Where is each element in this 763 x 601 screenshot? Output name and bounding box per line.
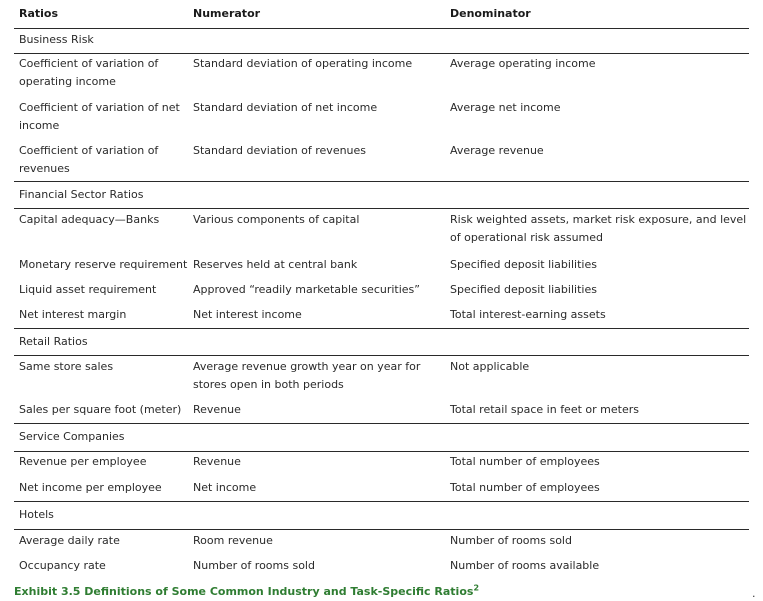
ratio-cell: Average daily rate	[19, 534, 120, 547]
exhibit-title: Definitions of Some Common Industry and Task-Specific Ratios	[84, 585, 474, 598]
denominator-cell: Not applicable	[450, 360, 530, 373]
denominator-cell: Average net income	[450, 101, 561, 114]
section-service	[14, 425, 749, 451]
section-rule	[14, 501, 749, 502]
exhibit-caption	[14, 583, 479, 601]
section-title: Business Risk	[19, 33, 94, 46]
numerator-cell: Various components of capital	[193, 213, 360, 226]
ratio-cell: Liquid asset requirement	[19, 283, 157, 296]
trailing-mark: .	[752, 587, 756, 600]
exhibit-label: Exhibit 3.5	[14, 585, 81, 598]
denominator-cell: Total retail space in feet or meters	[450, 403, 639, 416]
denominator-cell: Number of rooms sold	[450, 534, 572, 547]
ratio-cell: Capital adequacy—Banks	[19, 213, 160, 226]
ratio-cell: Net income per employee	[19, 481, 162, 494]
ratio-cell: Coefficient of variation of net income	[19, 101, 180, 132]
numerator-cell: Revenue	[193, 403, 241, 416]
numerator-cell: Net income	[193, 481, 257, 494]
section-business-risk	[14, 28, 749, 54]
ratio-cell: Coefficient of variation of revenues	[19, 144, 159, 175]
ratios-table	[14, 0, 749, 600]
denominator-cell: Specified deposit liabilities	[450, 258, 597, 271]
ratio-cell: Same store sales	[19, 360, 114, 373]
ratio-cell: Revenue per employee	[19, 455, 147, 468]
header-ratios: Ratios	[19, 7, 59, 20]
ratio-cell: Occupancy rate	[19, 559, 106, 572]
section-rule	[14, 529, 749, 530]
ratio-cell: Sales per square foot (meter)	[19, 403, 182, 416]
numerator-cell: Net interest income	[193, 308, 302, 321]
section-financial-sector	[14, 183, 749, 209]
section-rule	[14, 328, 749, 329]
footnote-marker: 2	[473, 583, 480, 593]
section-retail	[14, 330, 749, 356]
numerator-cell: Standard deviation of revenues	[193, 144, 367, 157]
header-numerator: Numerator	[193, 7, 261, 20]
denominator-cell: Average operating income	[450, 57, 596, 70]
ratio-cell: Coefficient of variation of operating income	[19, 57, 159, 88]
numerator-cell: Revenue	[193, 455, 241, 468]
numerator-cell: Room revenue	[193, 534, 273, 547]
numerator-cell: Standard deviation of net income	[193, 101, 378, 114]
denominator-cell: Total interest-earning assets	[450, 308, 606, 321]
section-rule	[14, 355, 749, 356]
denominator-cell: Number of rooms available	[450, 559, 600, 572]
denominator-cell: Total number of employees	[450, 481, 600, 494]
header-denominator: Denominator	[450, 7, 531, 20]
denominator-cell: Specified deposit liabilities	[450, 283, 597, 296]
denominator-cell: Total number of employees	[450, 455, 600, 468]
section-hotels	[14, 503, 749, 529]
section-title: Financial Sector Ratios	[19, 188, 144, 201]
denominator-cell: Average revenue	[450, 144, 544, 157]
section-rule	[14, 53, 749, 54]
numerator-cell: Reserves held at central bank	[193, 258, 358, 271]
section-title: Service Companies	[19, 430, 125, 443]
ratio-cell: Net interest margin	[19, 308, 127, 321]
numerator-cell: Number of rooms sold	[193, 559, 315, 572]
section-title: Hotels	[19, 508, 54, 521]
ratio-cell: Monetary reserve requirement	[19, 258, 188, 271]
section-rule	[14, 451, 749, 452]
table-header	[14, 0, 749, 28]
section-title: Retail Ratios	[19, 335, 88, 348]
section-rule	[14, 423, 749, 424]
numerator-cell: Standard deviation of operating income	[193, 57, 413, 70]
numerator-cell: Average revenue growth year on year for stores open in both periods	[193, 360, 421, 391]
section-rule	[14, 208, 749, 209]
numerator-cell: Approved “readily marketable securities”	[193, 283, 420, 296]
denominator-cell: Risk weighted assets, market risk exposure, and level of operational risk assumed	[450, 213, 747, 244]
section-rule	[14, 181, 749, 182]
